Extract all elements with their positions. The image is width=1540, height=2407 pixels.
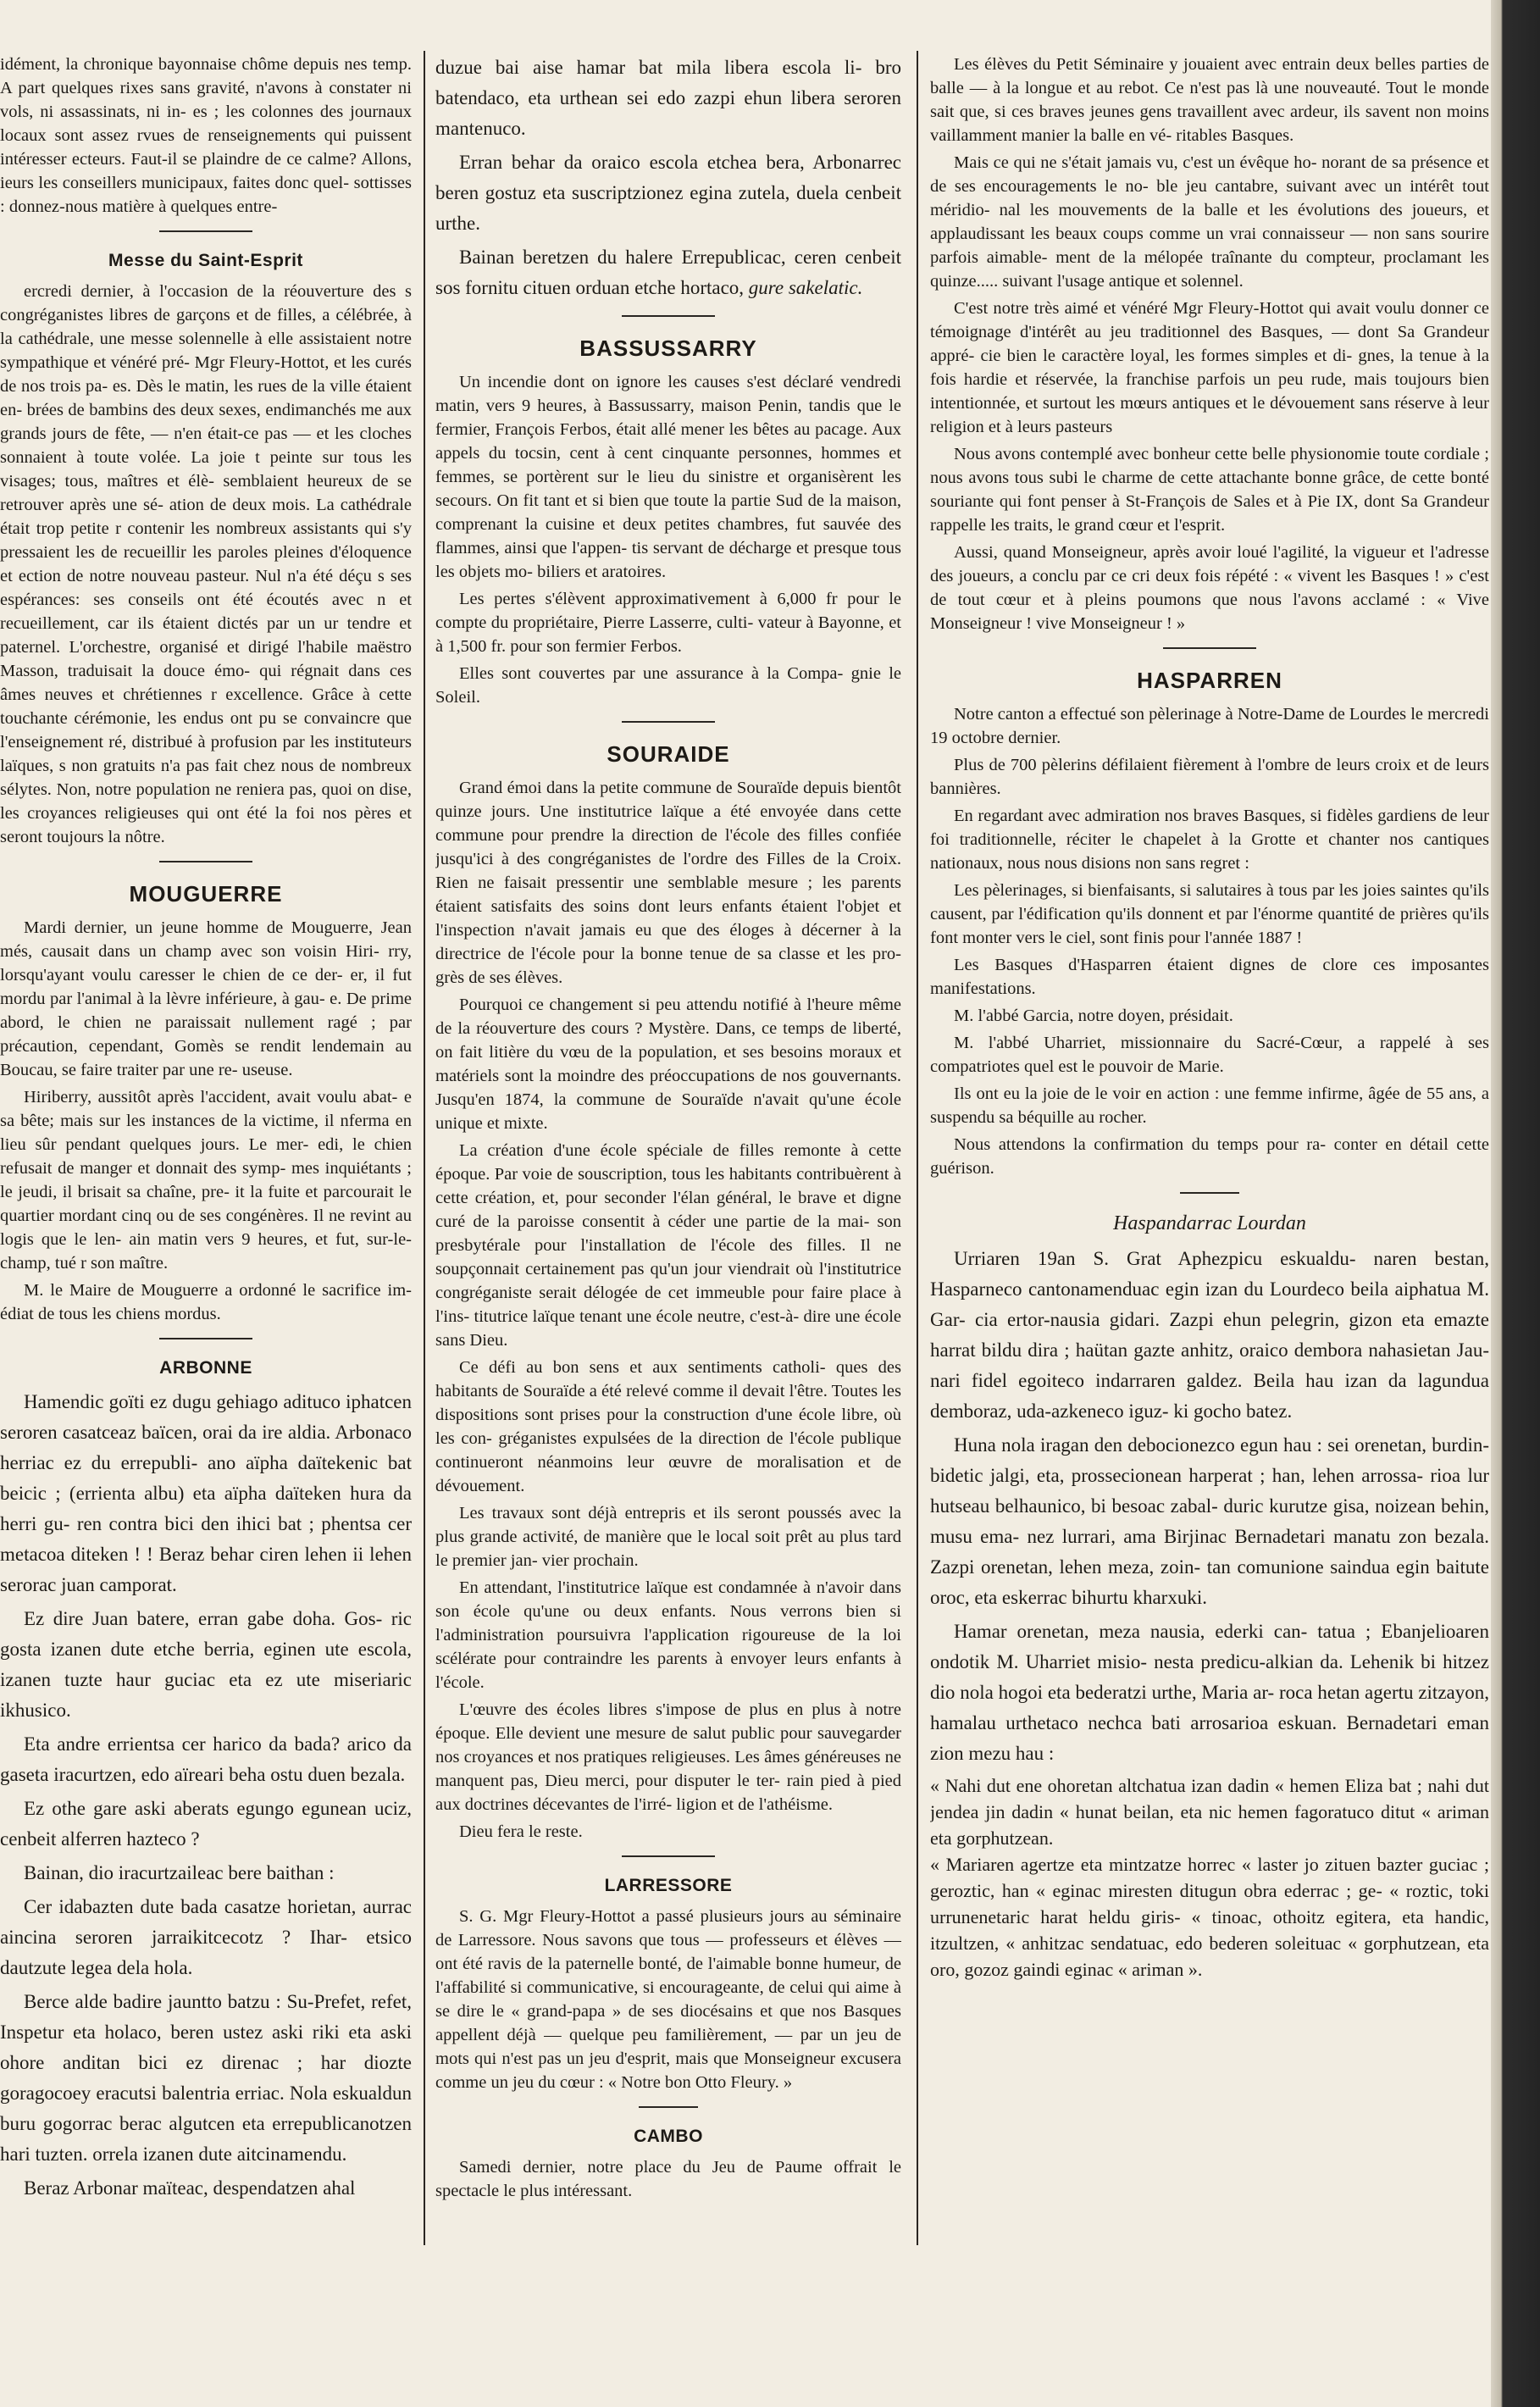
arbonne-continuation: [435, 242, 901, 303]
arbonne-signature: gure sakelatic.: [748, 277, 863, 298]
hasparren-paragraph: Nous attendons la confirmation du temps pour ra- conter en détail cette guérison.: [930, 1135, 1489, 1178]
arbonne-paragraph: Ez othe gare aski aberats egungo egunean uciz, cenbeit alferren hazteco ?: [0, 1798, 412, 1850]
lourdan-paragraph: Huna nola iragan den debocionezco egun hau : sei orenetan, burdin-bidetic jalgi, eta, prossecionean harperat ; han, lehen arrossa- rioa lur hutseau belhaunico, bi besoac zabal- duric kurutze gisa, noizean behin, musu ema- nez lurrari, ama Birjinac Bernadetari manatu zon bezala. Zazpi orenetan, lehen meza, zoin- tan comunione saindua egin baitute oroc, eta eskerrac bihurtu kharxuki.: [930, 1434, 1489, 1608]
arbonne-paragraph: Cer idabazten dute bada casatze horietan, aurrac aincina seroren jarraikitcecotz ? Ihar- etsico dautzute legea dela hola.: [0, 1896, 412, 1978]
bassussarry-paragraph: Les pertes s'élèvent approximativement à 6,000 fr pour le compte du propriétaire, Pierre Lasserre, culti- vateur à Bayonne, et à 1,500 fr. pour son fermier Ferbos.: [435, 590, 901, 656]
lourdan-heading: Haspandarrac Lourdan: [1113, 1212, 1306, 1234]
hasparren-paragraph: En regardant avec admiration nos braves Basques, si fidèles gardiens de leur foi traditionnelle, réciter le chapelet à la Grotte et chanter nos cantiques nationaux, nous nous disions non sans regret :: [930, 807, 1489, 873]
hasparren-paragraph: Plus de 700 pèlerins défilaient fièrement à l'ombre de leurs croix et de leurs bannières.: [930, 756, 1489, 798]
arbonne-continuation: Erran behar da oraico escola etchea bera, Arbonarrec beren gostuz eta suscriptzionez egina zutela, duela cenbeit urthe.: [435, 152, 901, 234]
hasparren-heading: HASPARREN: [1137, 668, 1282, 693]
section-divider: [159, 861, 252, 862]
souraide-paragraph: Pourquoi ce changement si peu attendu notifié à l'heure même de la réouverture des cours ? Mystère. Dans, ce temps de liberté, on fait litière du vœu de la population, et ses besoins moraux et matériels sont la moindre des préoccupations de nos gouvernants. Jusqu'en 1874, la commune de Souraïde n'avait qu'une école unique et mixte.: [435, 996, 901, 1133]
section-divider: [639, 2106, 698, 2108]
souraide-paragraph: Les travaux sont déjà entrepris et ils seront poussés avec la plus grande activité, de manière que le local soit prêt au plus tard le premier jan- vier prochain.: [435, 1504, 901, 1570]
lourdan-quote: « Mariaren agertze eta mintzatze horrec « laster jo zituen bazter guciac ; geroztic, han « eginac miresten ditugun obra ederrac ; ge- « roztic, toki urrunenetaric harat heldu giris- « tinoac, othoitz egitera, eta handic, itzultzen, « anhitzac sendatuac, edo bederen soleituac « gorphutzean, eta oro, gozoz gaindi eginac « ariman ».: [930, 1854, 1489, 1980]
mouguerre-paragraph: Hiriberry, aussitôt après l'accident, avait voulu abat- e sa bête; mais sur les instances de la victime, il nferma en lieu sûr pendant quelques jours. Le mer- edi, le chien refusait de manger et donnait des symp- mes inquiétants ; le jeudi, il brisait sa chaîne, pre- it la fuite et parcourait le quartier mordant cinq ou de ses congénères. Il ne revint au logis que le len- ain matin vers 9 heures, et fut, sur-le-champ, tué r son maître.: [0, 1088, 412, 1273]
cambo-heading: CAMBO: [634, 2127, 703, 2146]
section-divider: [622, 315, 715, 317]
arbonne-paragraph: Eta andre errientsa cer harico da bada? arico da gaseta iracurtzen, edo aïreari beha ostu duen bezala.: [0, 1733, 412, 1785]
section-divider: [1163, 647, 1256, 649]
arbonne-paragraph: Bainan, dio iracurtzaileac bere baithan :: [24, 1862, 335, 1883]
larressore-heading: LARRESSORE: [604, 1876, 733, 1895]
arbonne-paragraph: Berce alde badire jauntto batzu : Su-Prefet, refet, Inspetur eta holaco, beren ustez aski riki eta aski ohore anditan bici ez direnac ; har diozte goragocoey eracutsi balentria erriac. Nola eskualdun buru gogorrac berac algutcen eta errepublicanotzen hari tuzten. orrela izanen dute aitcinamendu.: [0, 1991, 412, 2165]
arbonne-paragraph: Hamendic goïti ez dugu gehiago adituco iphatcen seroren casatceaz baïcen, orai da ire aldia. Arbonaco herriac ez du errepubli- ano aïpha daïtekenic bat beicic ; (errienta albu) eta aïpha daïteken hura da herri gu- ren contra bici den ihici bat ; phentsa cer metacoa diteken ! ! Beraz behar ciren lehen ii lehen serorac juan camporat.: [0, 1391, 412, 1595]
section-divider: [622, 721, 715, 723]
column-3: [930, 53, 1489, 1983]
section-divider: [622, 1855, 715, 1857]
souraide-paragraph: En attendant, l'institutrice laïque est condamnée à n'avoir dans son école qu'une ou deux enfants. Nous verrons bien si l'administration poursuivra l'application rigoureuse de la loi scélérate pour contraindre les parents à envoyer leurs enfants à l'école.: [435, 1578, 901, 1692]
column-1: [0, 53, 412, 2207]
cambo-paragraph: Aussi, quand Monseigneur, après avoir loué l'agilité, la vigueur et l'adresse des joueurs, a conclu par ce cri deux fois répété : « vivent les Basques ! » c'est de tout cœur et à pleins poumons que nous l'avons acclamé : « Vive Monseigneur ! vive Monseigneur ! »: [930, 543, 1489, 633]
lourdan-quote: « Nahi dut ene ohoretan altchatua izan dadin « hemen Eliza bat ; nahi dut jendea jin dadin « hunat beilan, eta nic hemen fagoratuco ditut « ariman eta gorphutzean.: [930, 1775, 1489, 1849]
souraide-paragraph: L'œuvre des écoles libres s'impose de plus en plus à notre époque. Elle devient une mesure de salut public pour sauvegarder nos croyances et nos pratiques religieuses. Les âmes généreuses ne manquent pas, Dieu merci, pour disputer le ter- rain pied à pied aux doctrines décevantes de l'irré- ligion et de l'athéisme.: [435, 1700, 901, 1814]
hasparren-paragraph: Les pèlerinages, si bienfaisants, si salutaires à tous par les joies saintes qu'ils causent, par l'édification qu'ils donnent et par l'énorme quantité de prières qu'ils font monter vers le ciel, sont finis pour l'année 1887 !: [930, 881, 1489, 947]
souraide-paragraph: Grand émoi dans la petite commune de Souraïde depuis bientôt quinze jours. Une institutrice laïque a été envoyée dans cette commune pour prendre la direction de l'école des filles confiée jusqu'ici à des congréganistes de l'ordre des Filles de la Croix. Rien ne faisait pressentir une semblable mesure ; les parents étaient satisfaits des soins dont leurs enfants étaient l'objet et l'inspection n'avait jamais eu que des éloges à décerner à la directrice de l'école pour la bonne tenue de sa classe et les pro- grès de ses élèves.: [435, 779, 901, 987]
scan-edge: [1491, 0, 1540, 2407]
arbonne-heading: ARBONNE: [159, 1358, 252, 1378]
lourdan-paragraph: Hamar orenetan, meza nausia, ederki can- tatua ; Ebanjelioaren ondotik M. Uharriet misio- nesta predicu-alkian da. Lehenik bi hitzez dio nola hogoi eta bederatzi urthe, Maria ar- roca hetan agertu zitzayon, hamalau urthetaco nechca bati arrosarioa eskuan. Bernadetari eman zion mezu hau :: [930, 1621, 1489, 1764]
section-divider: [159, 230, 252, 232]
souraide-paragraph: Ce défi au bon sens et aux sentiments catholi- ques des habitants de Souraïde a été relevé comme il devait l'être. Toutes les dispositions sont prises pour la construction d'une école libre, où les con- gréganistes expulsées de la direction de l'école publique continueront néanmoins leur œuvre de moralisation et de dévouement.: [435, 1358, 901, 1495]
messe-heading: Messe du Saint-Esprit: [108, 251, 303, 270]
hasparren-paragraph: M. l'abbé Uharriet, missionnaire du Sacré-Cœur, a rappelé à ses compatriotes quel est le pouvoir de Marie.: [930, 1034, 1489, 1076]
cambo-paragraph: Samedi dernier, notre place du Jeu de Paume offrait le spectacle le plus intéressant.: [435, 2158, 901, 2200]
mouguerre-paragraph: Mardi dernier, un jeune homme de Mouguerre, Jean més, causait dans un champ avec son voisin Hiri- rry, lorsqu'ayant voulu caresser le chien de ce der- er, il fut mordu par l'animal à la lèvre inférieure, à gau- e. De prime abord, le chien ne paraissait nullement ragé ; par précaution, cependant, Gomès se rendit lendemain au Boucau, se faire traiter par une re- useuse.: [0, 918, 412, 1079]
arbonne-continuation-text: Bainan beretzen du halere Errepublicac, ceren cenbeit sos fornitu cituen orduan etche hortaco,: [435, 247, 901, 298]
bassussarry-paragraph: Un incendie dont on ignore les causes s'est déclaré vendredi matin, vers 9 heures, à Bassussarry, maison Penin, tandis que le fermier, François Ferbos, était allé mener les bêtes au pacage. Aux appels du tocsin, cent à cent cinquante personnes, hommes et femmes, se portèrent sur le lieu du sinistre et organisèrent les secours. On fit tant et si bien que toute la partie Sud de la maison, comprenant la cuisine et deux petites chambres, fut sauvée des flammes, ainsi que l'appen- tis servant de décharge et presque tous les objets mo- biliers et aratoires.: [435, 373, 901, 581]
column-rule-left: [424, 51, 425, 2245]
souraide-paragraph: La création d'une école spéciale de filles remonte à cette époque. Par voie de souscription, tous les habitants contribuèrent à cette création, et, pour seconder l'élan général, le brave et digne curé de la paroisse consentit à céder une partie de la mai- son presbytérale pour l'installation de l'école des filles. Il ne soupçonnait certainement pas qu'un jour viendrait où l'institutrice congréganiste serait délogée de cet immeuble pour faire place à l'ins- titutrice laïque tenant une école neutre, c'est-à- dire une école sans Dieu.: [435, 1141, 901, 1350]
bayonne-chronicle-intro: idément, la chronique bayonnaise chôme depuis nes temp. A part quelques rixes sans gravité, n'avons à constater ni vols, ni assassinats, ni in- es ; les colonnes des journaux locaux sont assez rvues de renseignements qui puissent intéresser ecteurs. Faut-il se plaindre de ce calme? Allons, ieurs les conseillers municipaux, faites donc quel- sottisses : donnez-nous matière à quelques entre-: [0, 55, 412, 216]
cambo-paragraph: C'est notre très aimé et vénéré Mgr Fleury-Hottot qui avait voulu donner ce témoignage d'intérêt au jeu traditionnel des Basques, — dont Sa Grandeur appré- cie bien le caractère loyal, les formes simples et di- gnes, la tenue à la fois hardie et réservée, la franchise parfois un peu rude, mais toujours bien intentionnée, et surtout les mœurs antiques et le dévouement sans réserve à leur religion et à leurs pasteurs: [930, 299, 1489, 436]
cambo-paragraph: Les élèves du Petit Séminaire y jouaient avec entrain deux belles parties de balle — à la longue et au rebot. Ce n'est pas là une nouveauté. Tout le monde sait que, si ces braves jeunes gens travaillent avec ardeur, ils savent non moins vaillamment manier la balle en vé- ritables Basques.: [930, 55, 1489, 145]
lourdan-paragraph: Urriaren 19an S. Grat Aphezpicu eskualdu- naren bestan, Hasparneco cantonamenduac egin izan du Lourdeco beila aiphatua M. Gar- cia ertor-nausia gidari. Zazpi ehun pelegrin, gizon eta emazte harrat bildu dira ; haütan gazte anhitz, oraico dembora nahasietan Jau- nari fidel egoiteco indarraren galdez. Beila hau izan da lagundua demboraz, uda-azkeneco iguz- ki gocho batez.: [930, 1248, 1489, 1422]
hasparren-paragraph: Les Basques d'Hasparren étaient dignes de clore ces imposantes manifestations.: [930, 956, 1489, 998]
column-2: [435, 53, 901, 2206]
column-rule-right: [917, 51, 918, 2245]
arbonne-continuation: duzue bai aise hamar bat mila libera escola li- bro batendaco, eta urthean sei edo zazpi ehun libera seroren mantenuco.: [435, 57, 901, 139]
hasparren-paragraph: Notre canton a effectué son pèlerinage à Notre-Dame de Lourdes le mercredi 19 octobre dernier.: [930, 705, 1489, 747]
souraide-paragraph: Dieu fera le reste.: [459, 1822, 583, 1841]
messe-paragraph: ercredi dernier, à l'occasion de la réouverture des s congréganistes libres de garçons et de filles, a célébrée, à la cathédrale, une messe solennelle à elle assistaient notre sympathique et vénéré pré- Mgr Fleury-Hottot, et les curés de nos trois pa- es. Dès le matin, les rues de la ville étaient en- brées de bambins des deux sexes, endimanchés me aux grands jours de fête, — n'en était-ce pas — et les cloches sonnaient à toute volée. La joie t peinte sur tous les visages; tous, maîtres et élè- semblaient heureux de se retrouver après une sé- ation de deux mois. La cathédrale était trop petite r contenir les nombreux assistants qui s'y pressaient les de recueillir les paroles pleines d'éloquence et ection de notre nouveau pasteur. Nul n'a été déçu s ses espérances: ses conseils ont été écoutés avec n et recueillement, car ils étaient dictés par un ur tendre et paternel. L'orchestre, organisé et dirigé l'habile maëstro Masson, traduisait la douce émo- qui régnait dans ces âmes neuves et chrétiennes r excellence. Grâce à cette touchante cérémonie, les endus ont pu se convaincre que l'enseignement ré, distribué à profusion par les instituteurs laïques, s non gratuits n'a pas fait chez nous de nombreux sélytes. Non, notre population ne reniera pas, quoi on dise, les croyances religieuses qui ont été la foi nos pères et seront toujours la nôtre.: [0, 282, 412, 846]
mouguerre-heading: MOUGUERRE: [129, 881, 283, 907]
section-divider: [1180, 1192, 1239, 1194]
cambo-paragraph: Nous avons contemplé avec bonheur cette belle physionomie toute cordiale ; nous avons tous subi le charme de cette attachante bonne grâce, de cette bonté souriante qui font penser à St-François de Sales et à Pie IX, dont Sa Grandeur rappelle les traits, le grand cœur et l'esprit.: [930, 445, 1489, 535]
souraide-heading: SOURAIDE: [607, 741, 730, 767]
arbonne-paragraph: Beraz Arbonar maïteac, despendatzen ahal: [24, 2177, 356, 2199]
cambo-paragraph: Mais ce qui ne s'était jamais vu, c'est un évêque ho- norant de sa présence et de ses encouragements le no- ble jeu cantabre, suivant avec un intérêt tout méridio- nal les mouvements de la balle et les évolutions des joueurs, et applaudissant les beaux coups comme un vrai connaisseur — non sans sourire parfois aimable- ment de la mélopée traînante du compteur, proclamant les quinze..... suivant l'usage antique et solennel.: [930, 153, 1489, 291]
arbonne-paragraph: Ez dire Juan batere, erran gabe doha. Gos- ric gosta izanen dute etche berria, eginen ute escola, izanen tuzte haur guciac eta ez ute miseriaric ikhusico.: [0, 1608, 412, 1721]
bassussarry-heading: BASSUSSARRY: [579, 336, 757, 361]
hasparren-paragraph: Ils ont eu la joie de le voir en action : une femme infirme, âgée de 55 ans, a suspendu sa béquille au rocher.: [930, 1084, 1489, 1127]
bassussarry-paragraph: Elles sont couvertes par une assurance à la Compa- gnie le Soleil.: [435, 664, 901, 707]
hasparren-paragraph: M. l'abbé Garcia, notre doyen, présidait.: [954, 1007, 1233, 1025]
larressore-paragraph: S. G. Mgr Fleury-Hottot a passé plusieurs jours au séminaire de Larressore. Nous savons que tous — professeurs et élèves — ont été ravis de la paternelle bonté, de l'aimable bonne humeur, de l'affabilité si communicative, si encourageante, de celui qui aime à se dire le « grand-papa » de ses diocésains et que nos Basques appellent déjà — quelque peu familièrement, — par un jeu de mots qui n'est pas un jeu d'esprit, mais que Monseigneur excusera comme un jeu du cœur : « Notre bon Otto Fleury. »: [435, 1907, 901, 2092]
mouguerre-paragraph: M. le Maire de Mouguerre a ordonné le sacrifice im- édiat de tous les chiens mordus.: [0, 1281, 412, 1323]
section-divider: [159, 1338, 252, 1339]
